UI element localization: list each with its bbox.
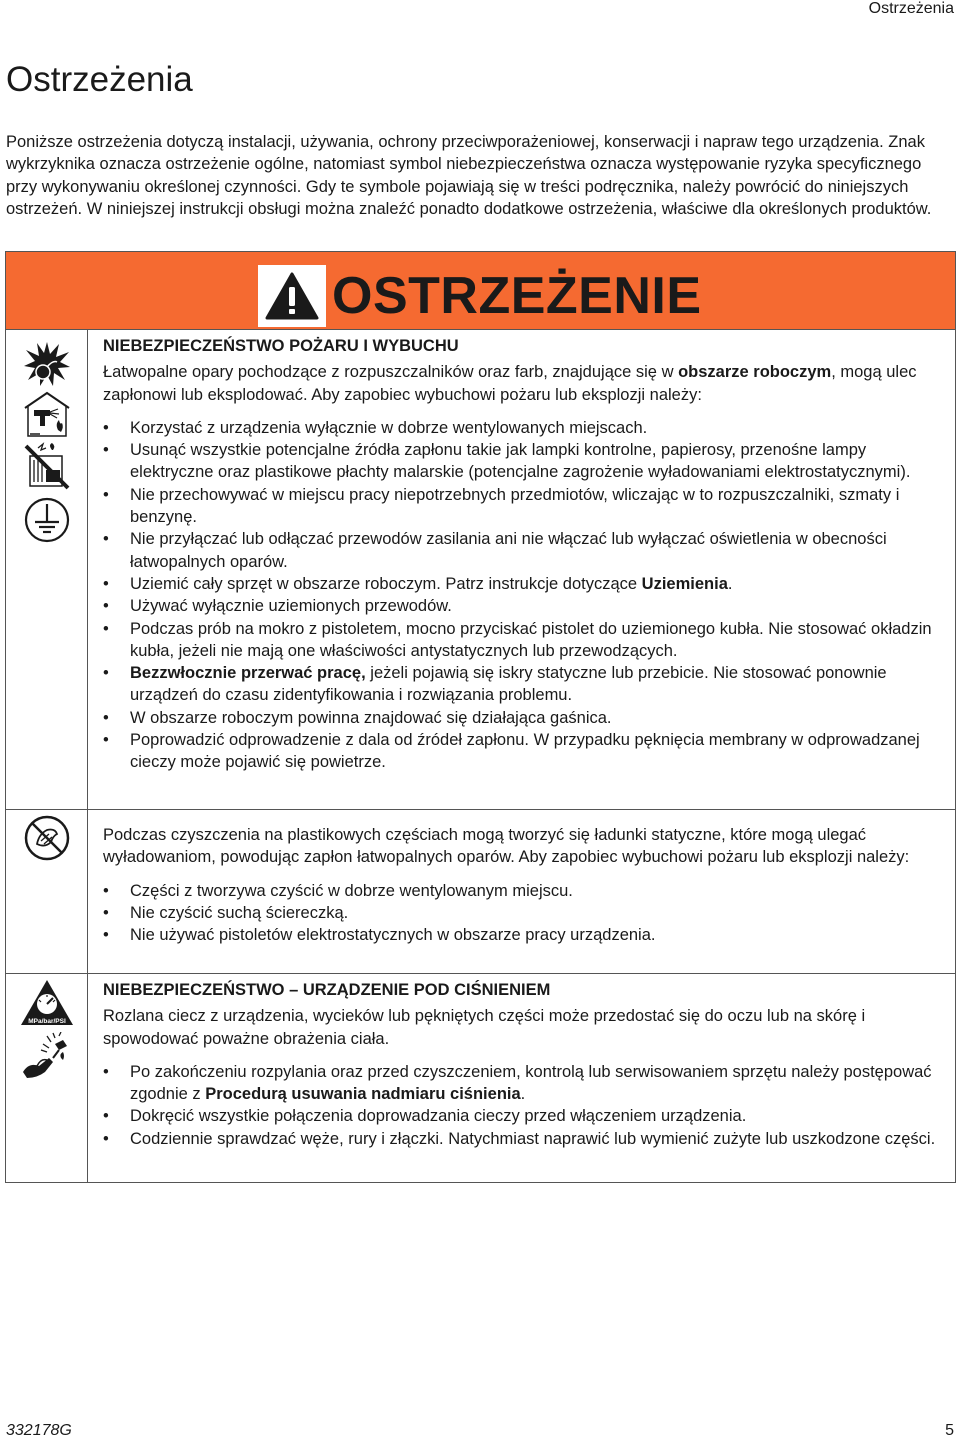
fire-hazard-bullets <box>103 417 945 774</box>
pressure-hazard-bullets <box>103 1061 945 1150</box>
fire-hazard-intro: Łatwopalne opary pochodzące z rozpuszczalników oraz farb, znajdujące się w obszarze roboczym, mogą ulec zapłonowi lub eksplodować. Aby zapobiec wybuchowi pożaru lub eksplozji należy: <box>103 363 917 404</box>
doc-number: 332178G <box>6 1422 72 1439</box>
list-item: • Korzystać z urządzenia wyłącznie w dobrze wentylowanych miejscach. <box>103 417 945 439</box>
fire-hazard-title: NIEBEZPIECZEŃSTWO POŻARU I WYBUCHU <box>103 337 459 355</box>
list-item: • Nie przyłączać lub odłączać przewodów zasilania ani nie włączać lub wyłączać oświetlenia w obecności łatwopalnych oparów. <box>103 528 945 573</box>
list-item: • Poprowadzić odprowadzenie z dala od źródeł zapłonu. W przypadku pęknięcia membrany w odprowadzanej cieczy może pojawić się powietrze. <box>103 729 945 774</box>
skin-injection-icon <box>6 1032 88 1080</box>
list-item: • Podczas prób na mokro z pistoletem, mocno przyciskać pistolet do uziemionego kubła. Nie stosować okładzin kubła, jeżeli nie mają one właściwości antystatycznych lub przewodzących. <box>103 618 945 663</box>
page-number: 5 <box>945 1422 954 1439</box>
list-item: • Nie czyścić suchą ściereczką. <box>103 902 945 924</box>
fire-hazard-section <box>6 330 955 810</box>
no-cleaning-cloth-icon <box>6 814 88 862</box>
list-item: • Po zakończeniu rozpylania oraz przed czyszczeniem, kontrolą lub serwisowaniem sprzętu należy postępować zgodnie z Procedurą usuwania nadmiaru ciśnienia. <box>103 1061 945 1106</box>
list-item: • Bezzwłocznie przerwać pracę, jeżeli pojawią się iskry statyczne lub przebicie. Nie stosować ponownie urządzeń do czasu zidentyfikowania i rozwiązania problemu. <box>103 662 945 707</box>
running-header: Ostrzeżenia <box>868 0 954 17</box>
warning-table <box>5 251 956 1183</box>
warning-header <box>6 252 955 330</box>
pressure-hazard-section <box>6 974 955 1182</box>
static-cleaning-bullets <box>103 880 945 947</box>
spray-gun-fire-icon <box>6 390 88 438</box>
list-item: • Uziemić cały sprzęt w obszarze roboczym. Patrz instrukcje dotyczące Uziemienia. <box>103 573 945 595</box>
list-item: • Codziennie sprawdzać węże, rury i złączki. Natychmiast naprawić lub wymienić zużyte lub uszkodzone części. <box>103 1128 945 1150</box>
list-item: • Nie przechowywać w miejscu pracy niepotrzebnych przedmiotów, wliczając w to rozpuszczalniki, szmaty i benzynę. <box>103 484 945 529</box>
page-title: Ostrzeżenia <box>6 60 193 99</box>
warning-triangle-icon <box>258 265 326 327</box>
list-item: • Dokręcić wszystkie połączenia doprowadzania cieczy przed włączeniem urządzenia. <box>103 1105 945 1127</box>
list-item: • Nie używać pistoletów elektrostatycznych w obszarze pracy urządzenia. <box>103 924 945 946</box>
intro-paragraph: Poniższe ostrzeżenia dotyczą instalacji, używania, ochrony przeciwporażeniowej, konserwacji i napraw tego urządzenia. Znak wykrzyknika oznacza ostrzeżenie ogólne, natomiast symbol niebezpieczeństwa oznacza występowanie ryzyka specyficznego przy wykonywaniu określonej czynności. Gdy te symbole pojawiają się w treści podręcznika, należy powrócić do niniejszych ostrzeżeń. W niniejszej instrukcji obsługi można znaleźć ponadto dodatkowe ostrzeżenia, właściwe dla określonych produktów. <box>6 133 932 218</box>
list-item: • W obszarze roboczym powinna znajdować się działająca gaśnica. <box>103 707 945 729</box>
list-item: • Części z tworzywa czyścić w dobrze wentylowanym miejscu. <box>103 880 945 902</box>
pressure-gauge-icon <box>6 978 88 1028</box>
explosion-icon <box>6 340 88 388</box>
pressure-hazard-title: NIEBEZPIECZEŃSTWO – URZĄDZENIE POD CIŚNIENIEM <box>103 981 551 999</box>
no-static-flame-icon <box>6 442 88 492</box>
pressure-hazard-intro: Rozlana ciecz z urządzenia, wycieków lub pękniętych części może przedostać się do oczu lub na skórę i spowodować poważne obrażenia ciała. <box>103 1007 866 1048</box>
list-item: • Usunąć wszystkie potencjalne źródła zapłonu takie jak lampki kontrolne, papierosy, przenośne lampy elektryczne oraz plastikowe płachty malarskie (potencjalne zagrożenie wyładowaniami elektrostatycznymi). <box>103 439 945 484</box>
list-item: • Używać wyłącznie uziemionych przewodów. <box>103 595 945 617</box>
static-cleaning-intro: Podczas czyszczenia na plastikowych częściach mogą tworzyć się ładunki statyczne, które mogą ulegać wyładowaniom, powodując zapłon łatwopalnych oparów. Aby zapobiec wybuchowi pożaru lub eksplozji należy: <box>103 826 910 867</box>
gauge-label: MPa/bar/PSI <box>28 1018 66 1025</box>
warning-word: OSTRZEŻENIE <box>332 267 702 325</box>
static-cleaning-section <box>6 810 955 974</box>
ground-icon <box>6 496 88 544</box>
